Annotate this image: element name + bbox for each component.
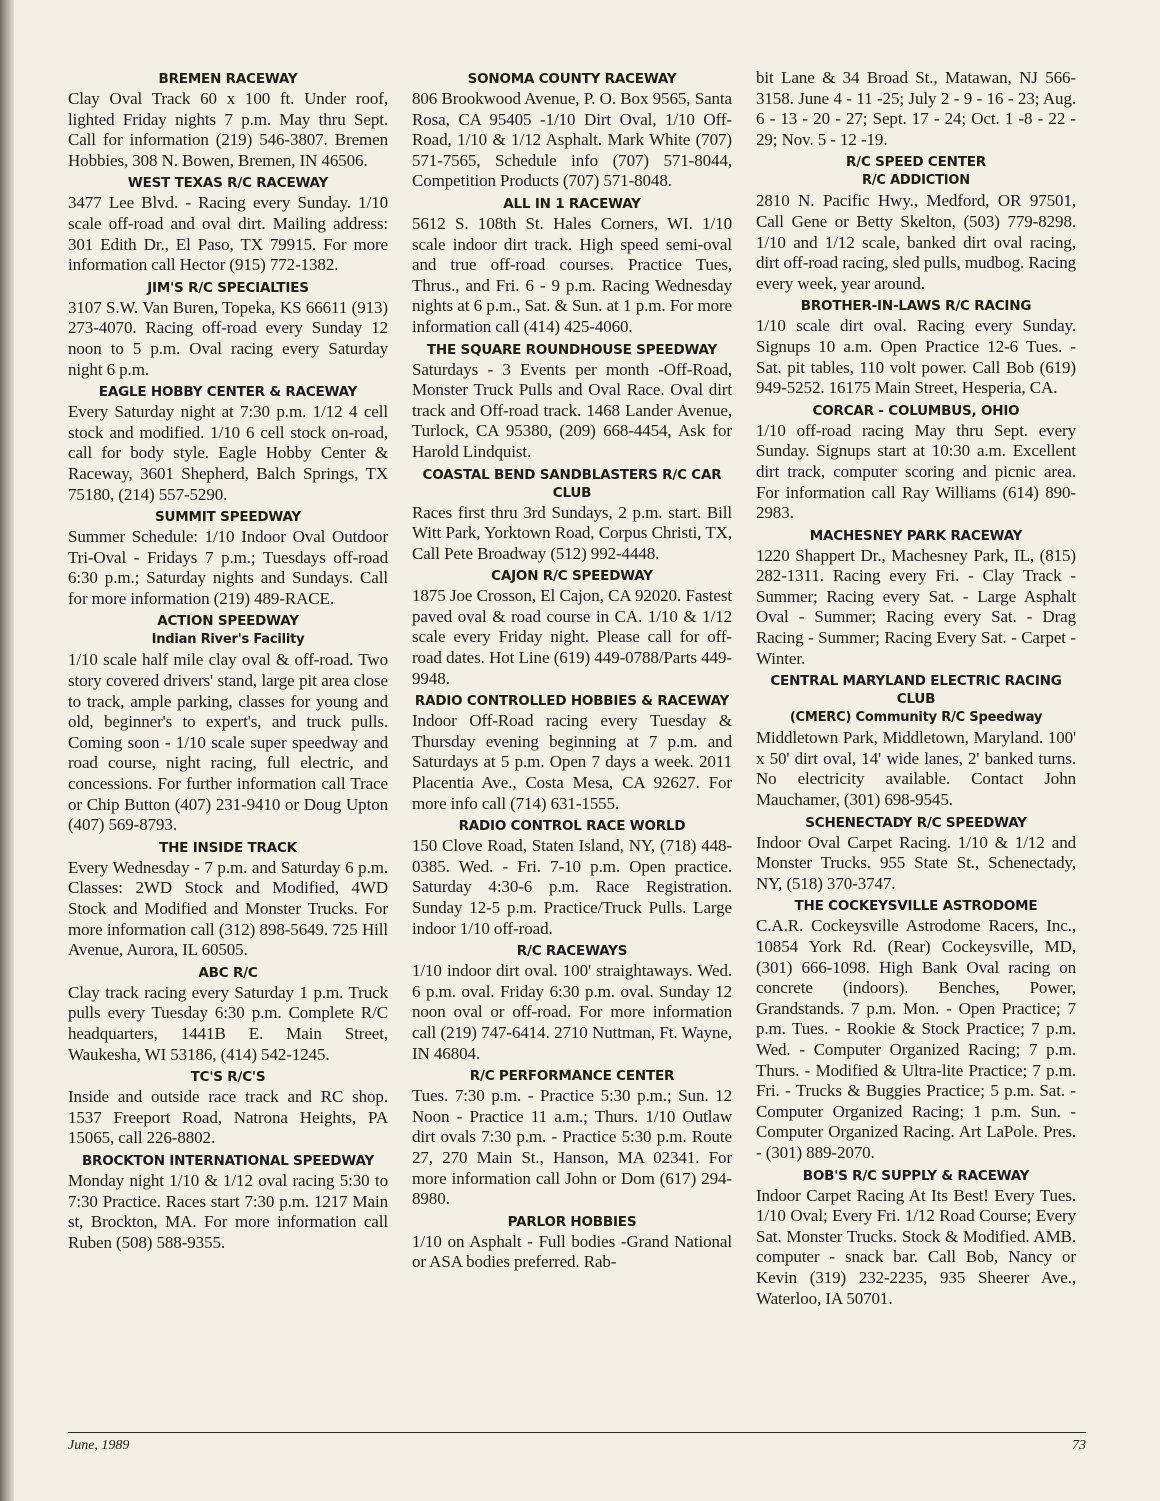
track-listing [68,1152,388,1253]
listing-text: Races first thru 3rd Sundays, 2 p.m. start. Bill Witt Park, Yorktown Road, Corpus Christi, TX, Call Pete Broadway (512) 992-4448. [412,502,732,563]
listing-subtitle: R/C ADDICTION [862,173,970,189]
listing-text: Saturdays - 3 Events per month -Off-Road, Monster Truck Pulls and Oval Race. Oval dirt track and Off-road track. 1468 Lander Avenue, Turlock, CA 95380, (209) 668-4454, Ask for Harold Lindquist. [412,359,732,461]
listing-title: JIM'S R/C SPECIALTIES [147,279,309,296]
track-listing [68,70,388,171]
listing-title: THE COCKEYSVILLE ASTRODOME [794,898,1038,915]
track-listing [756,527,1076,670]
listing-title: ACTION SPEEDWAY [157,613,299,630]
listing-text: Inside and outside race track and RC shop. 1537 Freeport Road, Natrona Heights, PA 15065, call 226-8802. [68,1087,388,1148]
listing-title: R/C SPEED CENTER [846,154,986,171]
track-listing [756,814,1076,895]
track-listing [68,1068,388,1149]
listing-title: TC'S R/C'S [190,1069,266,1086]
listing-text: bit Lane & 34 Broad St., Matawan, NJ 566-3158. June 4 - 11 -25; July 2 - 9 - 16 - 23; Aug. 6 - 13 - 20 - 27; Sept. 17 - 24; Oct. 1 -8 - 22 - 29; Nov. 5 - 12 -19. [756,68,1076,149]
listing-subtitle: (CMERC) Community R/C Speedway [789,710,1043,726]
listing-title: BROCKTON INTERNATIONAL SPEEDWAY [81,1152,375,1169]
listing-title: RADIO CONTROL RACE WORLD [458,818,686,835]
track-listing [412,567,732,689]
page-binding-shadow [0,0,14,1501]
listing-title: ABC R/C [198,964,258,981]
listing-text: 1220 Shappert Dr., Machesney Park, IL, (815) 282-1311. Racing every Fri. - Clay Track - Summer; Racing every Sat. - Large Asphalt Oval - Summer; Racing every Sat. - Drag Racing - Summer; Racing Every Sat. - Carpet -Winter. [756,545,1076,668]
listing-title: COASTAL BEND SANDBLASTERS R/C CAR CLUB [422,466,722,501]
listing-title: ALL IN 1 RACEWAY [503,195,641,212]
listing-title: SUMMIT SPEEDWAY [155,509,301,526]
listing-text: Clay Oval Track 60 x 100 ft. Under roof, lighted Friday nights 7 p.m. May thru Sept. Call for information (219) 546-3807. Bremen Hobbies, 308 N. Bowen, Bremen, IN 46506. [68,89,388,170]
footer-rule [68,1432,1086,1433]
listing-text: 1/10 indoor dirt oval. 100' straightaways. Wed. 6 p.m. oval. Friday 6:30 p.m. oval. Sunday 12 noon oval or off-road. For more information call (219) 747-6414. 2710 Nuttman, Ft. Wayne, IN 46804. [412,961,732,1063]
track-listing [756,68,1076,150]
listing-title: SONOMA COUNTY RACEWAY [467,71,677,87]
listing-title: CORCAR - COLUMBUS, OHIO [812,402,1020,419]
listing-title: THE INSIDE TRACK [159,839,297,856]
listing-text: Clay track racing every Saturday 1 p.m. Truck pulls every Tuesday 6:30 p.m. Complete R/C headquarters, 1441B E. Main Street, Waukesha, WI 53186, (414) 542-1245. [68,982,388,1064]
listing-text: 1/10 off-road racing May thru Sept. every Sunday. Signups start at 10:30 a.m. Excellent dirt track, computer scoring and picnic area. For information call Ray Williams (614) 890-2983. [756,420,1076,523]
track-listing [756,1167,1076,1310]
listing-text: Monday night 1/10 & 1/12 oval racing 5:30 to 7:30 Practice. Races start 7:30 p.m. 1217 Main st, Brockton, MA. For more information call Ruben (508) 588-9355. [68,1170,388,1252]
listing-text: 2810 N. Pacific Hwy., Medford, OR 97501, Call Gene or Betty Skelton, (503) 779-8298. 1/10 and 1/12 scale, banked dirt oval racing, dirt off-road racing, sled pulls, mudbog. Racing every week, year around. [756,191,1076,293]
track-listing [68,383,388,505]
column-3 [756,68,1076,1428]
track-listing [412,341,732,463]
listing-text: 150 Clove Road, Staten Island, NY, (718) 448-0385. Wed. - Fri. 7-10 p.m. Open practice. Saturday 4:30-6 p.m. Race Registration. Sunday 12-5 p.m. Practice/Truck Pulls. Large indoor 1/10 off-road. [412,836,732,938]
listing-title: SCHENECTADY R/C SPEEDWAY [805,814,1027,831]
listing-text: Indoor Oval Carpet Racing. 1/10 & 1/12 and Monster Trucks. 955 State St., Schenectady, NY, (518) 370-3747. [756,832,1076,893]
listing-title: CAJON R/C SPEEDWAY [491,568,653,585]
listing-text: Indoor Carpet Racing At Its Best! Every Tues. 1/10 Oval; Every Fri. 1/12 Road Course; Every Sat. Monster Trucks. Stock & Modified. AMB. computer - snack bar. Call Bob, Nancy or Kevin (319) 232-2235, 935 Sheerer Ave., Waterloo, IA 50701. [756,1185,1076,1308]
issue-date: June, 1989 [68,1438,130,1453]
listing-title: MACHESNEY PARK RACEWAY [809,527,1023,544]
track-listing [756,897,1076,1163]
track-listing [756,402,1076,524]
track-listing [412,1213,732,1273]
listing-text: 1/10 on Asphalt - Full bodies -Grand National or ASA bodies preferred. Rab- [412,1231,732,1272]
column-1 [68,68,388,1428]
listing-text: 1/10 scale dirt oval. Racing every Sunday. Signups 10 a.m. Open Practice 12-6 Tues. - Sat. pit tables, 110 volt power. Call Bob (619) 949-5252. 16175 Main Street, Hesperia, CA. [756,316,1076,398]
listing-title: RADIO CONTROLLED HOBBIES & RACEWAY [414,693,730,710]
listing-text: Indoor Off-Road racing every Tuesday & Thursday evening beginning at 7 p.m. and Saturdays at 5 p.m. Open 7 days a week. 2011 Placentia Ave., Costa Mesa, CA 92627. For more info call (714) 631-1555. [412,711,732,813]
listing-text: Every Wednesday - 7 p.m. and Saturday 6 p.m. Classes: 2WD Stock and Modified, 4WD Stock and Modified and Monster Trucks. For more information call (312) 898-5649. 725 Hill Avenue, Aurora, IL 60505. [68,857,388,960]
listing-text: 5612 S. 108th St. Hales Corners, WI. 1/10 scale indoor dirt track. High speed semi-oval and true off-road courses. Practice Tues, Thrus., and Fri. 6 - 9 p.m. Racing Wednesday nights at 6 p.m., Sat. & Sun. at 1 p.m. For more information call (414) 425-4060. [412,213,732,336]
listing-text: Middletown Park, Middletown, Maryland. 100' x 50' dirt oval, 14' wide lanes, 2' banked turns. No electricity available. Contact John Mauchamer, (301) 698-9545. [756,728,1076,810]
listing-text: Tues. 7:30 p.m. - Practice 5:30 p.m.; Sun. 12 Noon - Practice 11 a.m.; Thurs. 1/10 Outlaw dirt ovals 7:30 p.m. - Practice 5:30 p.m. Route 27, 270 Main St., Hanson, MA 02341. For more information call John or Dom (617) 294-8980. [412,1086,732,1209]
listing-title: R/C PERFORMANCE CENTER [469,1068,675,1085]
track-listing [68,279,388,380]
track-listing [756,297,1076,398]
listing-text: 3107 S.W. Van Buren, Topeka, KS 66611 (913) 273-4070. Racing off-road every Sunday 12 noon to 5 p.m. Oval racing every Saturday night 6 p.m. [68,297,388,379]
listing-title: R/C RACEWAYS [516,943,628,960]
listing-text: 3477 Lee Blvd. - Racing every Sunday. 1/10 scale off-road and oval dirt. Mailing address: 301 Edith Dr., El Paso, TX 79915. For more information call Hector (915) 772-1382. [68,193,388,275]
track-listing [68,964,388,1065]
track-listing [756,672,1076,810]
track-listing [412,195,732,338]
track-listing [412,942,732,1064]
listing-subtitle: Indian River's Facility [151,632,305,648]
listing-title: BROTHER-IN-LAWS R/C RACING [800,298,1032,315]
track-listing [412,1067,732,1210]
track-listing [68,508,388,609]
listing-columns [68,68,1086,1428]
listing-text: 806 Brookwood Avenue, P. O. Box 9565, Santa Rosa, CA 95405 -1/10 Dirt Oval, 1/10 Off-Road, 1/10 & 1/12 Asphalt. Mark White (707) 571-7565, Schedule info (707) 571-8044, Competition Products (707) 571-8048. [412,89,732,191]
listing-text: 1/10 scale half mile clay oval & off-road. Two story covered drivers' stand, large pit area close to track, ample parking, classes for young and old, beginner's to expert's, and truck pulls. Coming soon - 1/10 scale super speedway and road course, night racing, full electric, and concessions. For further information call Trace or Chip Button (407) 231-9410 or Doug Upton (407) 569-8793. [68,650,388,835]
listing-text: 1875 Joe Crosson, El Cajon, CA 92020. Fastest paved oval & road course in CA. 1/10 & 1/12 scale every Friday night. Please call for off-road dates. Hot Line (619) 449-0788/Parts 449-9948. [412,586,732,688]
listing-title: CENTRAL MARYLAND ELECTRIC RACING CLUB [770,673,1062,708]
track-listing [68,174,388,275]
listing-title: PARLOR HOBBIES [507,1213,637,1230]
listing-text: Summer Schedule: 1/10 Indoor Oval Outdoor Tri-Oval - Fridays 7 p.m.; Tuesdays off-road 6:30 p.m.; Saturday nights and Sundays. Call for more information (219) 489-RACE. [68,527,388,608]
track-listing [68,612,388,835]
listing-title: WEST TEXAS R/C RACEWAY [127,175,329,192]
track-listing [412,466,732,565]
track-listing [412,692,732,814]
track-listing [756,153,1076,294]
listing-title: BREMEN RACEWAY [158,71,298,87]
track-listing [412,817,732,939]
track-listing [412,70,732,192]
listing-text: C.A.R. Cockeysville Astrodome Racers, Inc., 10854 York Rd. (Rear) Cockeysville, MD, (301) 666-1098. High Bank Oval racing on concrete (indoors). Benches, Power, Grandstands. 7 p.m. Mon. - Open Practice; 7 p.m. Tues. - Rookie & Stock Practice; 7 p.m. Wed. - Computer Organized Racing; 7 p.m. Thurs. - Modified & Ultra-lite Practice; 7 p.m. Fri. - Trucks & Buggies Practice; 5 p.m. Sat. -Computer Organized Racing; 1 p.m. Sun. - Computer Organized Racing. Art LaPole. Pres. - (301) 889-2070. [756,916,1076,1162]
listing-title: EAGLE HOBBY CENTER & RACEWAY [98,384,358,401]
column-2 [412,68,732,1428]
track-listing [68,839,388,961]
listing-title: BOB'S R/C SUPPLY & RACEWAY [802,1167,1030,1184]
listing-title: THE SQUARE ROUNDHOUSE SPEEDWAY [426,341,718,358]
listing-text: Every Saturday night at 7:30 p.m. 1/12 4 cell stock and modified. 1/10 6 cell stock on-road, call for body style. Eagle Hobby Center & Raceway, 3601 Shepherd, Balch Springs, TX 75180, (214) 557-5290. [68,402,388,504]
page-number: 73 [1072,1438,1086,1453]
